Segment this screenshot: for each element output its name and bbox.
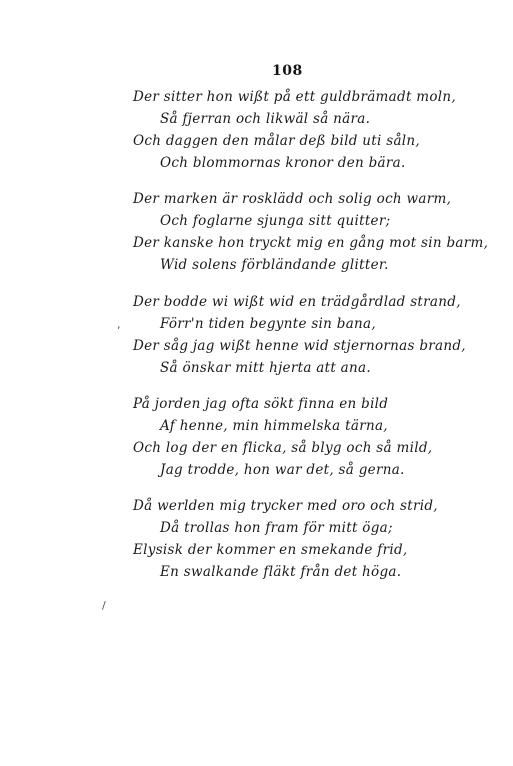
poem-line: Då werlden mig trycker med oro och strid, xyxy=(133,498,438,514)
poem-line: Der bodde wi wißt wid en trädgårdlad strand, xyxy=(133,294,461,310)
poem-line: Der såg jag wißt henne wid stjernornas brand, xyxy=(133,338,466,354)
poem-line: Der kanske hon tryckt mig en gång mot sin barm, xyxy=(133,235,489,251)
poem-line: Der marken är rosklädd och solig och warm, xyxy=(133,191,452,207)
poem-line: Jag trodde, hon war det, så gerna. xyxy=(160,462,405,478)
poem-line: Så önskar mitt hjerta att ana. xyxy=(160,360,371,376)
poem-line: En swalkande fläkt från det höga. xyxy=(160,564,402,580)
poem-line: Och log der en flicka, så blyg och så mild, xyxy=(133,440,433,456)
poem-line: Och daggen den målar deß bild uti såln, xyxy=(133,133,420,149)
poem-line: Då trollas hon fram för mitt öga; xyxy=(160,520,393,536)
poem-line: Och foglarne sjunga sitt quitter; xyxy=(160,213,391,229)
poem-line: Af henne, min himmelska tärna, xyxy=(160,418,388,434)
poem-line: På jorden jag ofta sökt finna en bild xyxy=(133,396,389,412)
poem-line: Förr'n tiden begynte sin bana, xyxy=(160,316,376,332)
margin-comma-mark: , xyxy=(117,318,121,331)
poem-line: Wid solens förbländande glitter. xyxy=(160,257,389,273)
poem-line: Så fjerran och likwäl så nära. xyxy=(160,111,371,127)
poem-line: Elysisk der kommer en smekande frid, xyxy=(133,542,408,558)
poem-line: Och blommornas kronor den bära. xyxy=(160,155,406,171)
page-number: 108 xyxy=(272,63,303,79)
poem-line: Der sitter hon wißt på ett guldbrämadt moln, xyxy=(133,89,456,105)
margin-slash-mark: / xyxy=(102,599,106,612)
